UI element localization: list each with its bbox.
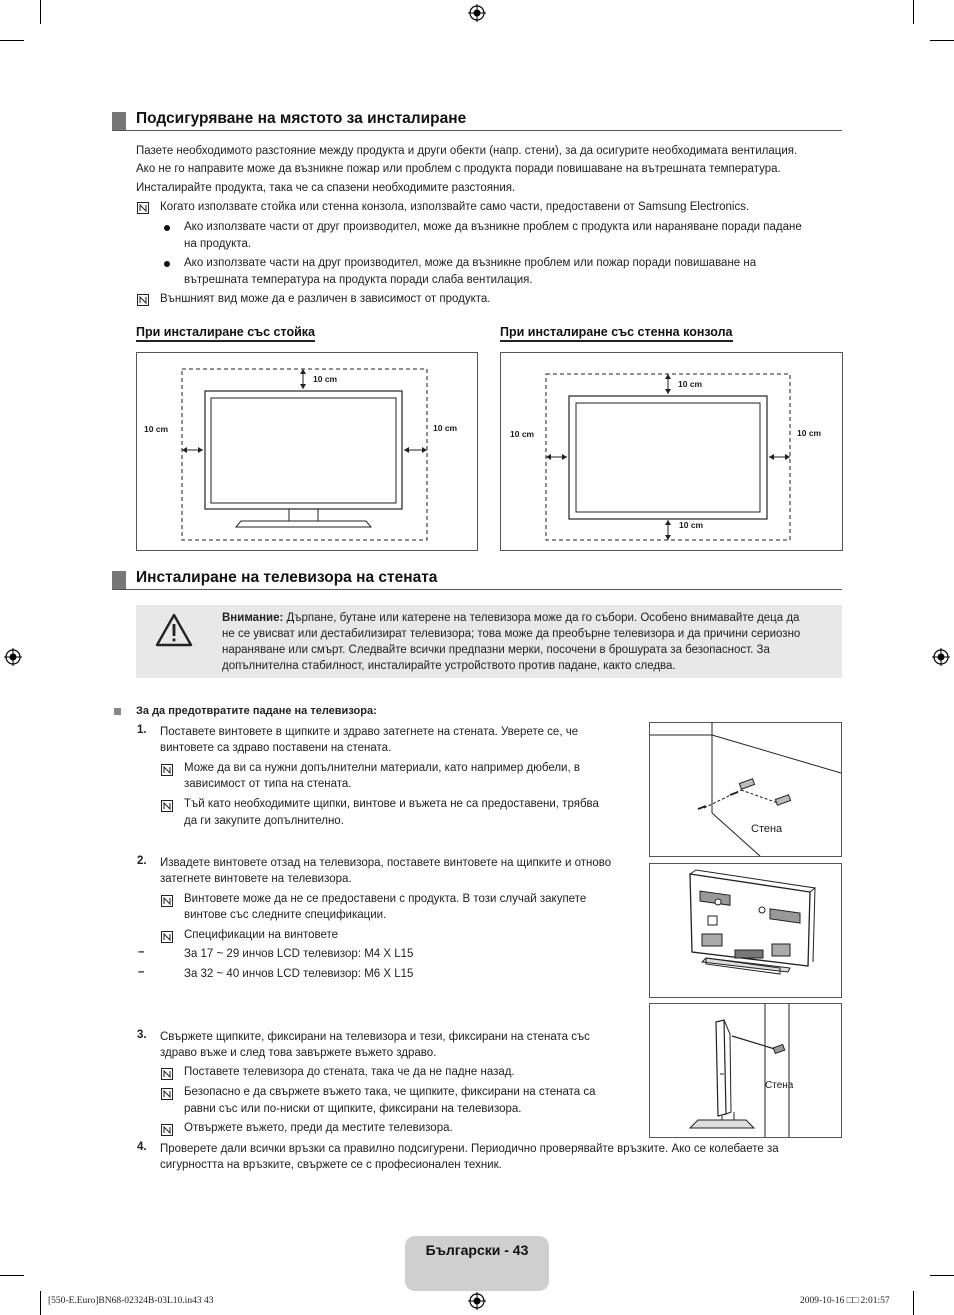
note-text: Външният вид може да е различен в зависимост от продукта. <box>160 293 491 305</box>
note-icon <box>137 294 149 306</box>
step-text: Извадете винтовете отзад на телевизора, поставете винтовете на щипките и отново <box>160 857 612 869</box>
intro-line: Пазете необходимото разстояние между продукта и други обекти (напр. стени), за да осигурите необходимата вентилация. <box>136 145 798 157</box>
step-number: 4. <box>137 1141 147 1153</box>
section-heading <box>112 110 842 131</box>
registration-mark-icon <box>932 648 950 666</box>
wall-corner-drawing <box>650 723 841 856</box>
file-info: [550-E.Euro]BN68-02324B-03L10.in43 43 <box>48 1296 214 1306</box>
crop-mark <box>913 1291 914 1315</box>
clearance-label-top: 10 cm <box>313 374 338 384</box>
warning-text <box>222 610 838 674</box>
note-text: Безопасно е да свържете въжето така, че щипките, фиксирани на стената са <box>184 1086 596 1098</box>
section-heading <box>112 569 842 590</box>
tv-side-strap-drawing <box>650 1004 841 1137</box>
section-title: Подсигуряване на мястото за инсталиране <box>136 110 467 127</box>
step-text: винтовете са здраво поставени на стената. <box>160 742 392 754</box>
stand-install-title: При инсталиране със стойка <box>136 325 315 342</box>
tv-back-drawing <box>650 864 841 997</box>
warning-line: нараняване или смърт. Следвайте всички предпазни мерки, посочени в брошурата за безопасност. За <box>222 644 770 656</box>
note-text: равни със или по-ниски от щипките, фиксирани на телевизора. <box>184 1103 522 1115</box>
bullet-text: Ако използвате части от друг производител, може да възникне проблем с продукта или нараняване поради падане <box>184 221 802 233</box>
wall-screw-figure <box>649 722 842 857</box>
step-number: 3. <box>137 1029 147 1041</box>
spec-text: За 32 ~ 40 инчов LCD телевизор: M6 X L15 <box>184 968 414 980</box>
clearance-label-right: 10 cm <box>433 423 458 433</box>
clearance-label-top: 10 cm <box>678 379 703 389</box>
spec-text: За 17 ~ 29 инчов LCD телевизор: M4 X L15 <box>184 948 414 960</box>
clearance-label-bottom: 10 cm <box>679 520 704 530</box>
intro-line: Ако не го направите може да възникне пожар или проблем с продукта поради повишаване на вътрешната температура. <box>136 163 781 175</box>
note-text: Тъй като необходимите щипки, винтове и въжета не са предоставени, трябва <box>184 798 599 810</box>
note-text: Когато използвате стойка или стенна конзола, използвайте само части, предоставени от Samsung Electronics. <box>160 201 750 213</box>
section-title: Инсталиране на телевизора на стената <box>136 569 438 586</box>
crop-mark <box>40 0 41 24</box>
dash-bullet: – <box>138 946 145 958</box>
intro-line: Инсталирайте продукта, така че са спазени необходимите разстояния. <box>136 182 516 194</box>
dash-bullet: – <box>138 966 145 978</box>
warning-label: Внимание: <box>222 612 284 624</box>
tv-stand-drawing <box>137 353 477 550</box>
step-text: Поставете винтовете в щипките и здраво затегнете на стената. Уверете се, че <box>160 726 579 738</box>
page-label: Български - 43 <box>425 1242 529 1258</box>
crop-mark <box>930 40 954 41</box>
registration-mark-icon <box>468 4 486 22</box>
step-text: Свържете щипките, фиксирани на телевизора и тези, фиксирани на стената със <box>160 1031 590 1043</box>
square-bullet-icon <box>114 708 121 715</box>
stand-clearance-diagram <box>136 352 478 551</box>
note-text: зависимост от типа на стената. <box>184 778 352 790</box>
registration-mark-icon <box>468 1292 486 1310</box>
wall-install-title: При инсталиране със стенна конзола <box>500 325 733 342</box>
tv-back-figure <box>649 863 842 998</box>
note-text: Отвържете въжето, преди да местите телевизора. <box>184 1122 453 1134</box>
clearance-label-left: 10 cm <box>144 424 169 434</box>
crop-mark <box>0 1275 24 1276</box>
note-text: Спецификации на винтовете <box>184 929 339 941</box>
warning-line: Дърпане, бутане или катерене на телевизора може да го събори. Особено внимавайте деца да <box>283 612 800 624</box>
prevent-heading: За да предотвратите падане на телевизора: <box>136 705 377 717</box>
crop-mark <box>930 1275 954 1276</box>
note-text: Винтовете може да не се предоставени с продукта. В този случай закупете <box>184 893 587 905</box>
note-icon <box>161 800 173 812</box>
bullet-text: вътрешната температура на продукта поради слаба вентилация. <box>184 274 533 286</box>
step-text: затегнете винтовете на телевизора. <box>160 873 352 885</box>
warning-triangle-icon <box>155 613 193 647</box>
crop-mark <box>0 40 24 41</box>
note-text: Може да ви са нужни допълнителни материали, като например дюбели, в <box>184 762 580 774</box>
warning-line: не се увисват или дестабилизират телевизора; това може да преобърне телевизора и да причини сериозно <box>222 628 801 640</box>
bullet-text: Ако използвате части на друг производител, може да възникне проблем или пожар поради повишаване на <box>184 257 757 269</box>
step-number: 2. <box>137 855 147 867</box>
tv-wall-drawing <box>501 353 842 550</box>
page-number-tab <box>405 1236 549 1291</box>
note-icon <box>137 202 149 214</box>
date-info: 2009-10-16 □□ 2:01:57 <box>800 1296 890 1306</box>
bullet-icon <box>164 261 170 267</box>
step-number: 1. <box>137 724 147 736</box>
heading-bar <box>112 112 126 130</box>
note-icon <box>161 1124 173 1136</box>
note-text: да ги закупите допълнително. <box>184 815 344 827</box>
bullet-icon <box>164 225 170 231</box>
step-text: сигурността на връзките, свържете се с професионален техник. <box>160 1159 502 1171</box>
heading-bar <box>112 571 126 589</box>
step-text: Проверете дали всички връзки са правилно подсигурени. Периодично проверявайте връзките. Ако се колебаете за <box>160 1143 779 1155</box>
note-icon <box>161 764 173 776</box>
clearance-label-right: 10 cm <box>797 428 822 438</box>
warning-line: допълнителна стабилност, инсталирайте устройството против падане, както следва. <box>222 660 676 672</box>
note-icon <box>161 1088 173 1100</box>
wall-label: Стена <box>751 823 783 835</box>
crop-mark <box>40 1291 41 1315</box>
bullet-text: на продукта. <box>184 238 252 250</box>
note-text: Поставете телевизора до стената, така че да не падне назад. <box>184 1066 515 1078</box>
note-icon <box>161 1068 173 1080</box>
wall-label: Стена <box>765 1080 794 1091</box>
warning-box <box>136 605 842 678</box>
note-text: винтове със следните спецификации. <box>184 909 387 921</box>
note-icon <box>161 931 173 943</box>
crop-mark <box>913 0 914 24</box>
clearance-label-left: 10 cm <box>510 429 535 439</box>
registration-mark-icon <box>4 648 22 666</box>
step-text: здраво въже и след това завържете въжето здраво. <box>160 1047 437 1059</box>
note-icon <box>161 895 173 907</box>
tv-strap-figure <box>649 1003 842 1138</box>
wall-clearance-diagram <box>500 352 843 551</box>
